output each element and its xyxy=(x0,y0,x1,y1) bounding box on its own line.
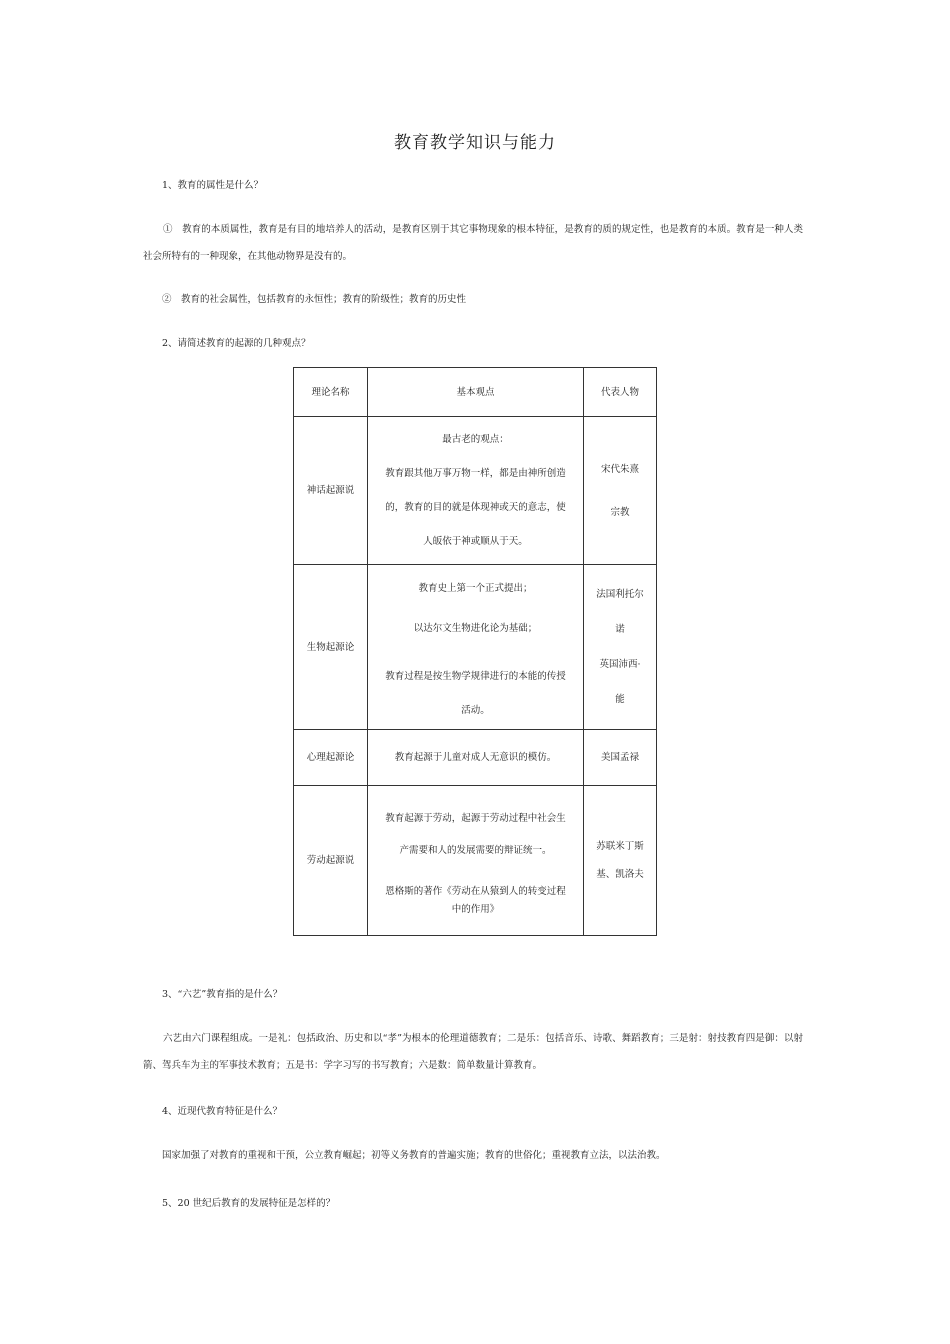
theory-people xyxy=(584,565,657,730)
view-line: 产需要和人的发展需要的辩证统一。 xyxy=(399,844,552,856)
table-row xyxy=(294,565,657,730)
view-line: 的，教育的目的就是体现神或天的意志，使 xyxy=(385,501,566,513)
header-views: 基本观点 xyxy=(368,368,584,417)
person-line: 诺 xyxy=(615,624,625,635)
theory-name: 心理起源论 xyxy=(294,730,368,786)
view-line: 以达尔文生物进化论为基础； xyxy=(413,623,538,634)
view-line: 教育史上第一个正式提出； xyxy=(418,583,533,594)
origins-table xyxy=(293,367,657,936)
theory-name: 神话起源说 xyxy=(294,417,368,565)
answer-1-essence: ① 教育的本质属性，教育是有目的地培养人的活动，是教育区别于其它事物现象的根本特征，是教育的质的规定性，也是教育的本质。教育是一种人类社会所特有的一种现象，在其他动物界是没有的。 xyxy=(143,224,803,262)
question-5: 5、20 世纪后教育的发展特征是怎样的？ xyxy=(162,1198,336,1209)
theory-people xyxy=(584,417,657,565)
question-2: 2、请简述教育的起源的几种观点？ xyxy=(162,338,311,349)
person-line: 美国孟禄 xyxy=(600,752,639,763)
theory-views xyxy=(368,417,584,565)
question-4: 4、近现代教育特征是什么？ xyxy=(162,1106,283,1117)
view-line: 教育跟其他万事万物一样，都是由神所创造 xyxy=(385,467,566,479)
view-line: 最古老的观点： xyxy=(442,433,509,445)
person-line: 苏联米丁斯 xyxy=(596,840,644,852)
person-line: 法国利托尔 xyxy=(596,589,644,600)
page-title: 教育教学知识与能力 xyxy=(394,133,556,153)
answer-3: 六艺由六门课程组成。一是礼：包括政治、历史和以“孝”为根本的伦理道德教育；二是乐：包括音乐、诗歌、舞蹈教育；三是射：射技教育四是御：以射箭、驾兵车为主的军事技术教育；五是书：学字习写的书写教育；六是数：简单数量计算教育。 xyxy=(143,1033,803,1071)
view-line: 教育起源于儿童对成人无意识的模仿。 xyxy=(394,752,557,763)
view-line: 教育过程是按生物学规律进行的本能的传授 xyxy=(385,671,566,682)
table-header-row xyxy=(294,368,657,417)
view-line: 教育起源于劳动，起源于劳动过程中社会生 xyxy=(385,812,566,824)
header-theory: 理论名称 xyxy=(294,368,368,417)
theory-name: 生物起源论 xyxy=(294,565,368,730)
answer-1-social: ② 教育的社会属性，包括教育的永恒性；教育的阶级性；教育的历史性 xyxy=(162,294,467,305)
theory-views xyxy=(368,786,584,936)
table-row xyxy=(294,786,657,936)
theory-views xyxy=(368,730,584,786)
person-line: 能 xyxy=(615,694,625,705)
theory-views xyxy=(368,565,584,730)
theory-people xyxy=(584,730,657,786)
theory-name: 劳动起源说 xyxy=(294,786,368,936)
person-line: 宋代朱熹 xyxy=(600,463,639,475)
person-line: 宗教 xyxy=(610,506,630,518)
view-line: 恩格斯的著作《劳动在从猿到人的转变过程 xyxy=(385,885,566,897)
view-line: 人皈依于神或顺从于天。 xyxy=(423,535,528,547)
table-row xyxy=(294,417,657,565)
theory-people xyxy=(584,786,657,936)
view-line: 活动。 xyxy=(461,705,490,716)
question-1: 1、教育的属性是什么？ xyxy=(162,180,264,191)
header-people: 代表人物 xyxy=(584,368,657,417)
person-line: 英国沛西· xyxy=(599,659,641,670)
question-3: 3、“六艺”教育指的是什么？ xyxy=(162,989,283,1000)
view-line: 中的作用》 xyxy=(451,903,500,915)
person-line: 基、凯洛夫 xyxy=(596,868,644,880)
answer-4: 国家加强了对教育的重视和干预，公立教育崛起；初等义务教育的普遍实施；教育的世俗化；重视教育立法，以法治教。 xyxy=(162,1150,666,1161)
table-row xyxy=(294,730,657,786)
